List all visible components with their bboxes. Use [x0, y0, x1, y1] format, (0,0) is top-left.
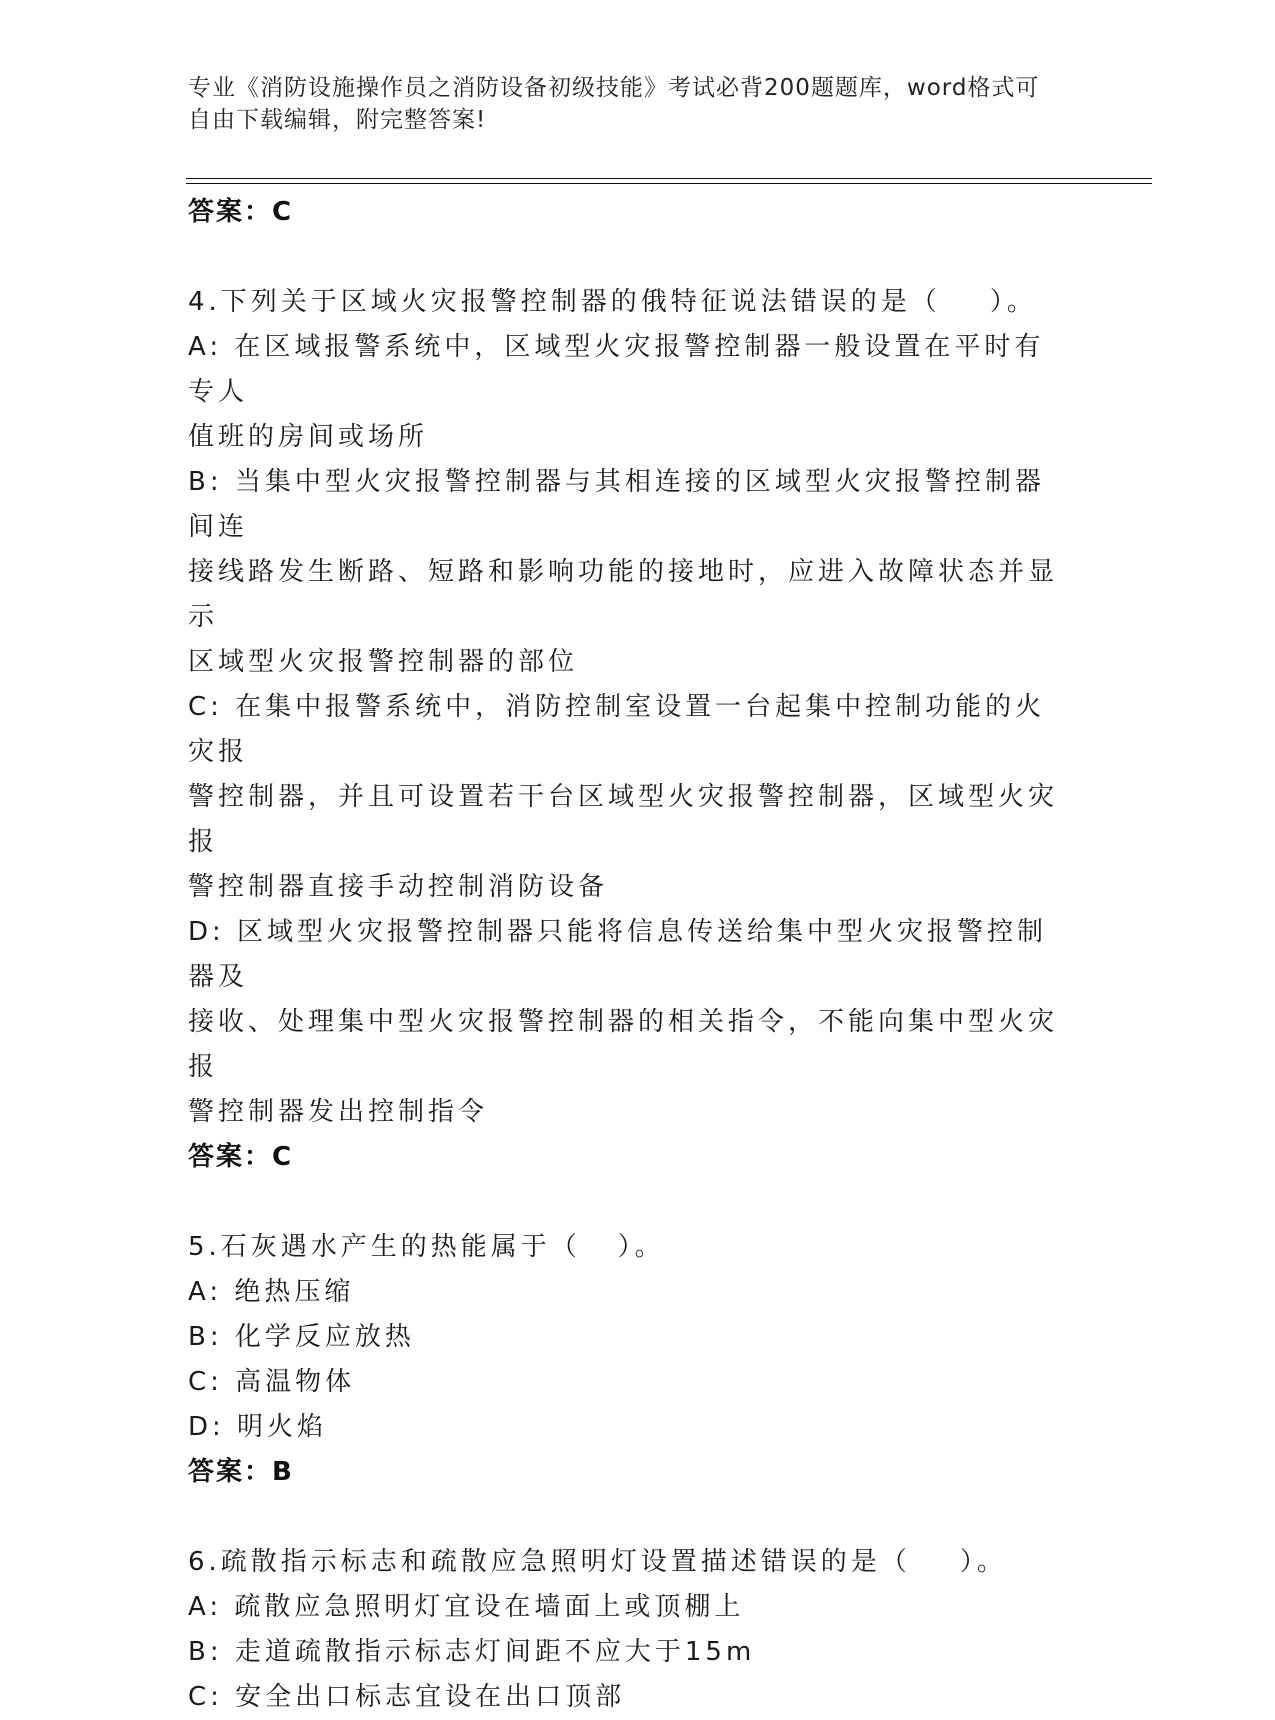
q6-option-b: B: 走道疏散指示标志灯间距不应大于15m	[188, 1637, 756, 1667]
question-5	[188, 1225, 1068, 1495]
document-body	[188, 190, 1068, 1720]
question-6	[188, 1540, 1068, 1720]
q4-option-d-line-1: D: 区域型火灾报警控制器只能将信息传送给集中型火灾报警控制器及	[188, 917, 1048, 992]
q4-option-c-line-3: 警控制器直接手动控制消防设备	[188, 872, 609, 902]
q4-option-c-line-2: 警控制器，并且可设置若干台区域型火灾报警控制器，区域型火灾报	[188, 782, 1059, 857]
header-rule-bottom	[186, 183, 1152, 184]
q4-option-a-line-2: 值班的房间或场所	[188, 422, 429, 452]
page-header	[188, 72, 1068, 136]
question-4	[188, 280, 1068, 1180]
question-6-text: 6.疏散指示标志和疏散应急照明灯设置描述错误的是（ ）。	[188, 1547, 1007, 1577]
answer-q3: 答案：C	[188, 197, 294, 227]
q6-option-a: A: 疏散应急照明灯宜设在墙面上或顶棚上	[188, 1592, 745, 1622]
q5-option-b: B: 化学反应放热	[188, 1322, 415, 1352]
q4-option-b-line-1: B: 当集中型火灾报警控制器与其相连接的区域型火灾报警控制器间连	[188, 467, 1045, 542]
header-line-1: 专业《消防设施操作员之消防设备初级技能》考试必背200题题库，word格式可	[188, 75, 1040, 101]
q4-option-d-line-3: 警控制器发出控制指令	[188, 1097, 489, 1127]
header-line-2: 自由下载编辑，附完整答案!	[188, 107, 487, 133]
q4-option-b-line-3: 区域型火灾报警控制器的部位	[188, 647, 579, 677]
header-rule-top	[186, 178, 1152, 179]
q5-option-a: A: 绝热压缩	[188, 1277, 355, 1307]
question-4-text: 4.下列关于区域火灾报警控制器的俄特征说法错误的是（ ）。	[188, 287, 1037, 317]
q4-option-c-line-1: C: 在集中报警系统中，消防控制室设置一台起集中控制功能的火灾报	[188, 692, 1046, 767]
answer-q5: 答案：B	[188, 1457, 294, 1487]
q5-option-d: D: 明火焰	[188, 1412, 328, 1442]
answer-q4: 答案：C	[188, 1142, 294, 1172]
q4-option-a-line-1: A: 在区域报警系统中，区域型火灾报警控制器一般设置在平时有专人	[188, 332, 1045, 407]
q4-option-d-line-2: 接收、处理集中型火灾报警控制器的相关指令，不能向集中型火灾报	[188, 1007, 1059, 1082]
q4-option-b-line-2: 接线路发生断路、短路和影响功能的接地时，应进入故障状态并显示	[188, 557, 1059, 632]
q6-option-c: C: 安全出口标志宜设在出口顶部	[188, 1682, 626, 1712]
q5-option-c: C: 高温物体	[188, 1367, 356, 1397]
question-5-text: 5.石灰遇水产生的热能属于（ ）。	[188, 1232, 665, 1262]
